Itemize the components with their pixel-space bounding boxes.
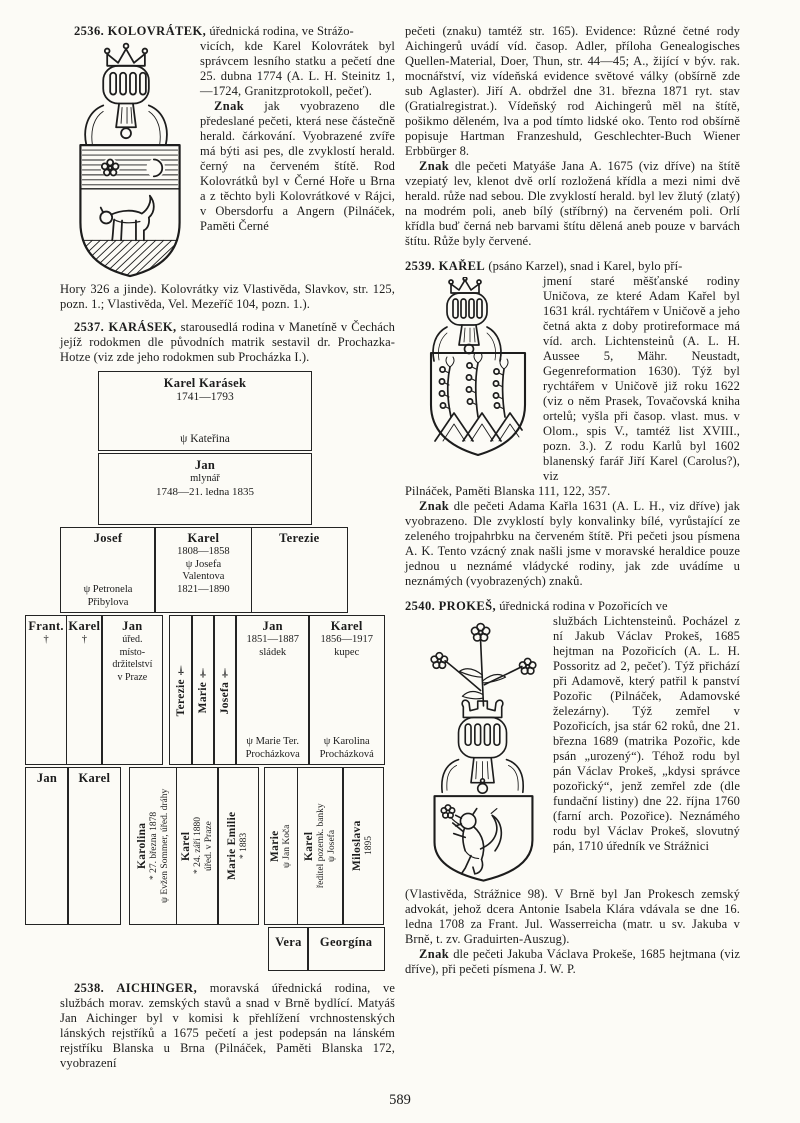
person-name: Karel Karásek xyxy=(163,376,247,390)
heraldic-shield-dog-illustration xyxy=(70,42,190,280)
znak-label: Znak xyxy=(419,499,450,513)
tree-gen4-row xyxy=(25,615,385,765)
tree-cell-georgina xyxy=(307,927,385,971)
tree-cell-karel xyxy=(67,767,121,925)
person-name: Karel xyxy=(302,831,315,861)
person-spouse: ψ Kateřina xyxy=(180,433,230,445)
entry-heading: 2540. PROKEŠ, xyxy=(405,599,496,613)
person-occupation: úřed. v Praze xyxy=(203,821,214,871)
entry-tail: (Vlastivěda, Strážnice 98). V Brně byl Jan Prokesch zemský advokát, jehož dcera Antonie Isabela Klára vdávala se dne 16. ledna 1708 za Frant. Jul. Wasserreicha (matr. u sv. Jakuba v Brně, t. zv. Graduirten-Auszug). xyxy=(405,887,740,946)
person-name: Karel xyxy=(187,531,220,545)
entry-lead-text: úřednická rodina v Pozořicích ve xyxy=(495,599,668,613)
znak-text: jak vyobrazeno dle předeslané pečeti, která nese částečně herald. čárkování. Vyobrazené zvíře má býti asi pes, dle zvyklostí herald. černý na červeném štítě. Rod Kolovrátků byl v Černé Hoře u Brna a z těchto byli Kolovrátkové v Rájci, v Obersdorfu a Angern (Pilnáček, Paměti Černé xyxy=(200,99,395,233)
tree-cell-marie-vertical xyxy=(264,767,298,925)
person-dates: 1748—21. ledna 1835 xyxy=(155,485,255,498)
person-name: Marie Emilie xyxy=(226,811,239,881)
person-name: Georgína xyxy=(319,935,373,949)
vertical-text xyxy=(303,774,338,918)
vertical-text xyxy=(180,774,215,918)
entry-heading: 2538. AICHINGER, xyxy=(74,981,198,995)
person-dates: 1741—1793 xyxy=(176,391,234,403)
spouse-group xyxy=(246,736,300,761)
person-spouse: ψ Evžen Sommer, úřed. dráhy xyxy=(159,788,170,904)
entry-paragraph: vicích, kde Karel Kolovrátek byl správcem lesního statku a pečetí dne 25. dubna 1774 (A. L. H. Steinitz 1, —1724, Granitzprotokoll, pečeť). xyxy=(200,39,395,98)
death-mark: † xyxy=(43,634,49,645)
tree-gen5-row xyxy=(25,767,385,925)
entry-body-with-figure xyxy=(60,39,395,282)
person-spouse: Přibylova xyxy=(87,596,129,608)
spouse-group xyxy=(320,736,374,761)
person-dates: 1821—1890 xyxy=(177,583,230,595)
entry-paragraph: službách Lichtensteinů. Pocházel z ní Jakub Václav Prokeš, 1685 hejtman na Pozořicích (A. L. H. Possoritz ad 2, pečeť). Týž přichází při Adamově, který patřil k panství Pozořic (Pilnáček, Adamovské železárny). Týž zemřel v Pozořicích, jsa stár 62 roků, dne 21. března 1689 (matrika Pozořic, kde psán „urozený“). Téhož rodu byl pán Václav Prokeš, „kdysi správce pozořický“, jenž zemřel zde (dle fundační listiny) dne 22. října 1760 (farní arch. Pozořice). Neznámého rodu byl Václav Prokeš, slovutný pán, 1710 úředník ve Strážnici xyxy=(553,614,740,853)
tree-cell-karel xyxy=(154,527,252,613)
entry-wrapped-text xyxy=(553,614,740,854)
person-name: Jan xyxy=(36,771,58,785)
tree-cell-miloslava-vertical xyxy=(342,767,384,925)
entry-heading: 2536. KOLOVRÁTEK, xyxy=(74,24,207,38)
znak-paragraph xyxy=(405,159,740,249)
entry-2540-prokes xyxy=(405,599,740,977)
person-birth: 1895 xyxy=(364,836,375,856)
vertical-text xyxy=(136,774,171,918)
person-name: Terezie xyxy=(279,531,320,545)
left-column xyxy=(28,24,395,1071)
entry-body-with-figure xyxy=(405,274,740,484)
tree-gen2-box xyxy=(98,453,312,525)
person-occupation: ředitel pozemk. banky xyxy=(315,803,326,889)
vertical-text xyxy=(219,622,232,758)
entry-2538-continuation xyxy=(405,24,740,249)
tree-gen3-row xyxy=(60,527,385,613)
entry-heading: 2539. KAŘEL xyxy=(405,259,486,273)
person-name: Frant. xyxy=(28,619,64,633)
znak-label: Znak xyxy=(419,947,450,961)
entry-paragraph: pečeti (znaku) tamtéž str. 165). Evidence: Různé četné rody Aichingerů uvádí víd. časop. Adler, příloha Genealogisches Quellen-Material, Doer, Thun, str. 44—45; A., žijící v býv. rak. mocnářství, viz vídeňská evidence světové války (obšírně zde sub Aglaster). Jiří A. obdržel dne 31. března 1871 ryt. stav (Gratialregistrat.). Vídeňský rod Aichingerů měl na štítě, pošikmo děleném, lva a pod tímto lidské oko. Tento rod obšírně popisuje Hartman Franzeshuld, Geschlechter-Buch Wiener Erbbürger 8. xyxy=(405,24,740,158)
entry-paragraph: jmení staré měšťanské rodiny Uničova, ze které Adam Kařel byl 1631 král. rychtářem v Uničově a jeho četná akta z doby protireformace má víd. arch. Lichtensteinů (A. L. H. Aussee 5, Mähr. Neustadt, Gegenreformation 1630). Týž byl rychtářem v Uničově již roku 1622 (viz o něm Prasek, Tovačovská kniha ortelů; vyšla při časop. vlast. mus. v Olom., spis V., tamtéž list XVIII., pozn. 3.). Z rodu Karlů byl 1602 blanenský farář Jiří Karel (Carolus?), viz xyxy=(543,274,740,483)
person-name: Terezie † xyxy=(174,663,187,717)
person-name: Jan xyxy=(122,619,143,633)
tree-cell-frant xyxy=(25,615,67,765)
heraldic-shield-lion-illustration xyxy=(423,617,543,885)
person-birth: * 24. září 1880 xyxy=(192,817,203,875)
entry-paragraph xyxy=(60,320,395,365)
znak-paragraph xyxy=(405,499,740,589)
tree-cell-marie-emilie-vertical xyxy=(217,767,259,925)
entry-text: starousedlá rodina v Manetíně v Čechách jejíž rodokmen dle původních matrik sestavil dr. Prochazka-Hotze (viz zde jeho rodokmen sub Procházka I.). xyxy=(60,320,395,364)
person-occupation: sládek xyxy=(259,646,287,658)
person-occupation: místo- xyxy=(119,646,146,658)
spouse-group xyxy=(84,584,133,609)
prokes-coat-of-arms xyxy=(423,617,543,885)
vertical-text xyxy=(351,774,375,918)
person-name: Karel xyxy=(330,619,363,633)
person-name: Karel xyxy=(78,771,111,785)
tree-cell-karel-kupec xyxy=(308,615,385,765)
person-name: Jan xyxy=(194,458,216,472)
znak-text: dle pečeti Matyáše Jana A. 1675 (viz dříve) na štítě vzepiatý lev, klenot dvě orlí rozložená křídla a mezi nimi dvě herald. růže nad sebou. Dle zvyklostí herald. byl lev žlutý (zlatý) na modrém poli, aneb bílý (stříbrný) na červeném poli. Orlí křídla buď černá neb barvami štítu dělená aneb pouze v barvách štítu. Růže byly červené. xyxy=(405,159,740,248)
person-name: Marie † xyxy=(196,666,209,714)
death-mark: † xyxy=(81,634,87,645)
person-occupation: úřed. xyxy=(122,634,143,645)
znak-paragraph xyxy=(200,99,395,234)
person-name: Karolina xyxy=(135,822,148,870)
tree-cell-karel-reditel-vertical xyxy=(297,767,344,925)
vertical-text xyxy=(175,622,188,758)
tree-gen1-box xyxy=(98,371,312,451)
tree-cell-karolina-vertical xyxy=(129,767,177,925)
heraldic-shield-lily-illustration xyxy=(423,277,533,463)
entry-2536-kolovratek xyxy=(60,24,395,312)
entry-2537-karasek xyxy=(60,320,395,365)
tree-gen5-subgroup-right xyxy=(264,767,384,925)
karasek-family-tree xyxy=(25,371,385,971)
znak-label: Znak xyxy=(419,159,450,173)
entry-lead xyxy=(405,259,740,274)
tree-cell-jan xyxy=(25,767,69,925)
person-spouse: ψ Marie Ter. xyxy=(246,736,299,747)
person-dates: 1808—1858 xyxy=(177,546,230,557)
person-occupation: držitelství xyxy=(112,659,153,670)
tree-cell-marie-vertical xyxy=(191,615,215,765)
person-dates: 1851—1887 xyxy=(246,634,299,645)
person-name: Karel xyxy=(179,831,192,861)
person-birth: * 27. března 1878 xyxy=(148,811,159,881)
entry-wrapped-text xyxy=(200,39,395,234)
tree-cell-josef xyxy=(60,527,156,613)
tree-cell-jan-ured xyxy=(101,615,163,765)
person-occupation: v Praze xyxy=(117,671,148,683)
tree-gen5-subgroup-left xyxy=(129,767,259,925)
person-spouse: ψ Petronela xyxy=(83,584,133,595)
entry-text: moravská úřednická rodina, ve službách morav. zemských stavů a snad v Brně bydlící. Matyáš Jan Aichinger byl v komisi k přehlížení vrchnostenských lánských rejstříků a 1675 pečetí a jest podepsán na lánském rejstříku Blanska u Brna (Pilnáček, Paměti Blanska 172, vyobrazení xyxy=(60,981,395,1070)
tree-cell-vera xyxy=(268,927,309,971)
entry-body-with-figure xyxy=(405,614,740,887)
person-spouse: ψ Josefa xyxy=(185,558,222,570)
entry-lead-text: úřednická rodina, ve Strážo- xyxy=(206,24,354,38)
vertical-text xyxy=(226,774,250,918)
person-spouse: ψ Jan Koča xyxy=(282,824,293,868)
person-occupation: mlynář xyxy=(190,473,220,484)
znak-text: dle pečeti Adama Kařla 1631 (A. L. H., viz dříve) jak vyobrazeno. Dle zvyklostí byly konvalinky bílé, vyrůstající ze zeleného trojpahrbku na červeném štítě. Při pečeti jsou písmena A. K. Tento vzácný znak našli jsme v moravské heraldice pouze jednou u neznámé vládycké rodiny, jak zde uvádíme u neznámých (vyobrazených) znaků. xyxy=(405,499,740,588)
karel-coat-of-arms xyxy=(423,277,533,463)
entry-tail: Pilnáček, Paměti Blanska 111, 122, 357. xyxy=(405,484,611,498)
vertical-text xyxy=(269,774,293,918)
right-column xyxy=(405,24,740,1071)
znak-label: Znak xyxy=(214,99,245,113)
entry-2539-karel xyxy=(405,259,740,589)
person-name: Marie xyxy=(269,830,282,862)
person-spouse: ψ Karolina xyxy=(323,736,370,747)
tree-cell-terezie xyxy=(251,527,348,613)
person-occupation: kupec xyxy=(334,646,360,658)
znak-text: dle pečeti Jakuba Václava Prokeše, 1685 hejtmana (viz dříve), při pečeti písmena J. W. P. xyxy=(405,947,740,976)
person-name: Miloslava xyxy=(351,820,364,872)
znak-paragraph xyxy=(405,947,740,977)
entry-tail: Hory 326 a jinde). Kolovrátky viz Vlastivěda, Slavkov, str. 125, pozn. 1.; Vlastivěda, Vel. Mezeříč 104, pozn. 1.). xyxy=(60,282,395,311)
person-name: Karel xyxy=(68,619,101,633)
entry-lead xyxy=(60,24,395,39)
tree-cell-terezie-vertical xyxy=(169,615,193,765)
person-dates: 1856—1917 xyxy=(320,634,373,645)
person-spouse: Procházkova xyxy=(245,748,300,760)
person-spouse: ψ Josefa xyxy=(326,829,337,863)
entry-2538-aichinger xyxy=(60,981,395,1071)
person-group xyxy=(320,619,373,659)
vertical-text xyxy=(197,622,210,758)
person-birth: * 1883 xyxy=(239,832,250,860)
tree-cell-karel-vertical xyxy=(176,767,219,925)
tree-cell-karel xyxy=(66,615,103,765)
tree-gen6-row xyxy=(268,927,385,971)
tree-cell-jan-sladek xyxy=(235,615,310,765)
person-name: Jan xyxy=(262,619,283,633)
tree-cell-josefa-vertical xyxy=(213,615,237,765)
entry-lead-text: (psáno Karzel), snad i Karel, bylo pří- xyxy=(485,259,683,273)
entry-heading: 2537. KARÁSEK, xyxy=(74,320,177,334)
person-name: Vera xyxy=(275,935,302,949)
person-spouse: Procházková xyxy=(319,748,374,760)
person-name: Josef xyxy=(93,531,123,545)
person-spouse: Valentova xyxy=(182,571,225,582)
person-name: Josefa † xyxy=(218,666,231,714)
page-number: 589 xyxy=(389,1092,411,1108)
kolovratek-coat-of-arms xyxy=(70,42,190,280)
person-group xyxy=(246,619,299,659)
entry-lead xyxy=(405,599,740,614)
entry-paragraph xyxy=(60,981,395,1071)
entry-wrapped-text xyxy=(543,274,740,484)
